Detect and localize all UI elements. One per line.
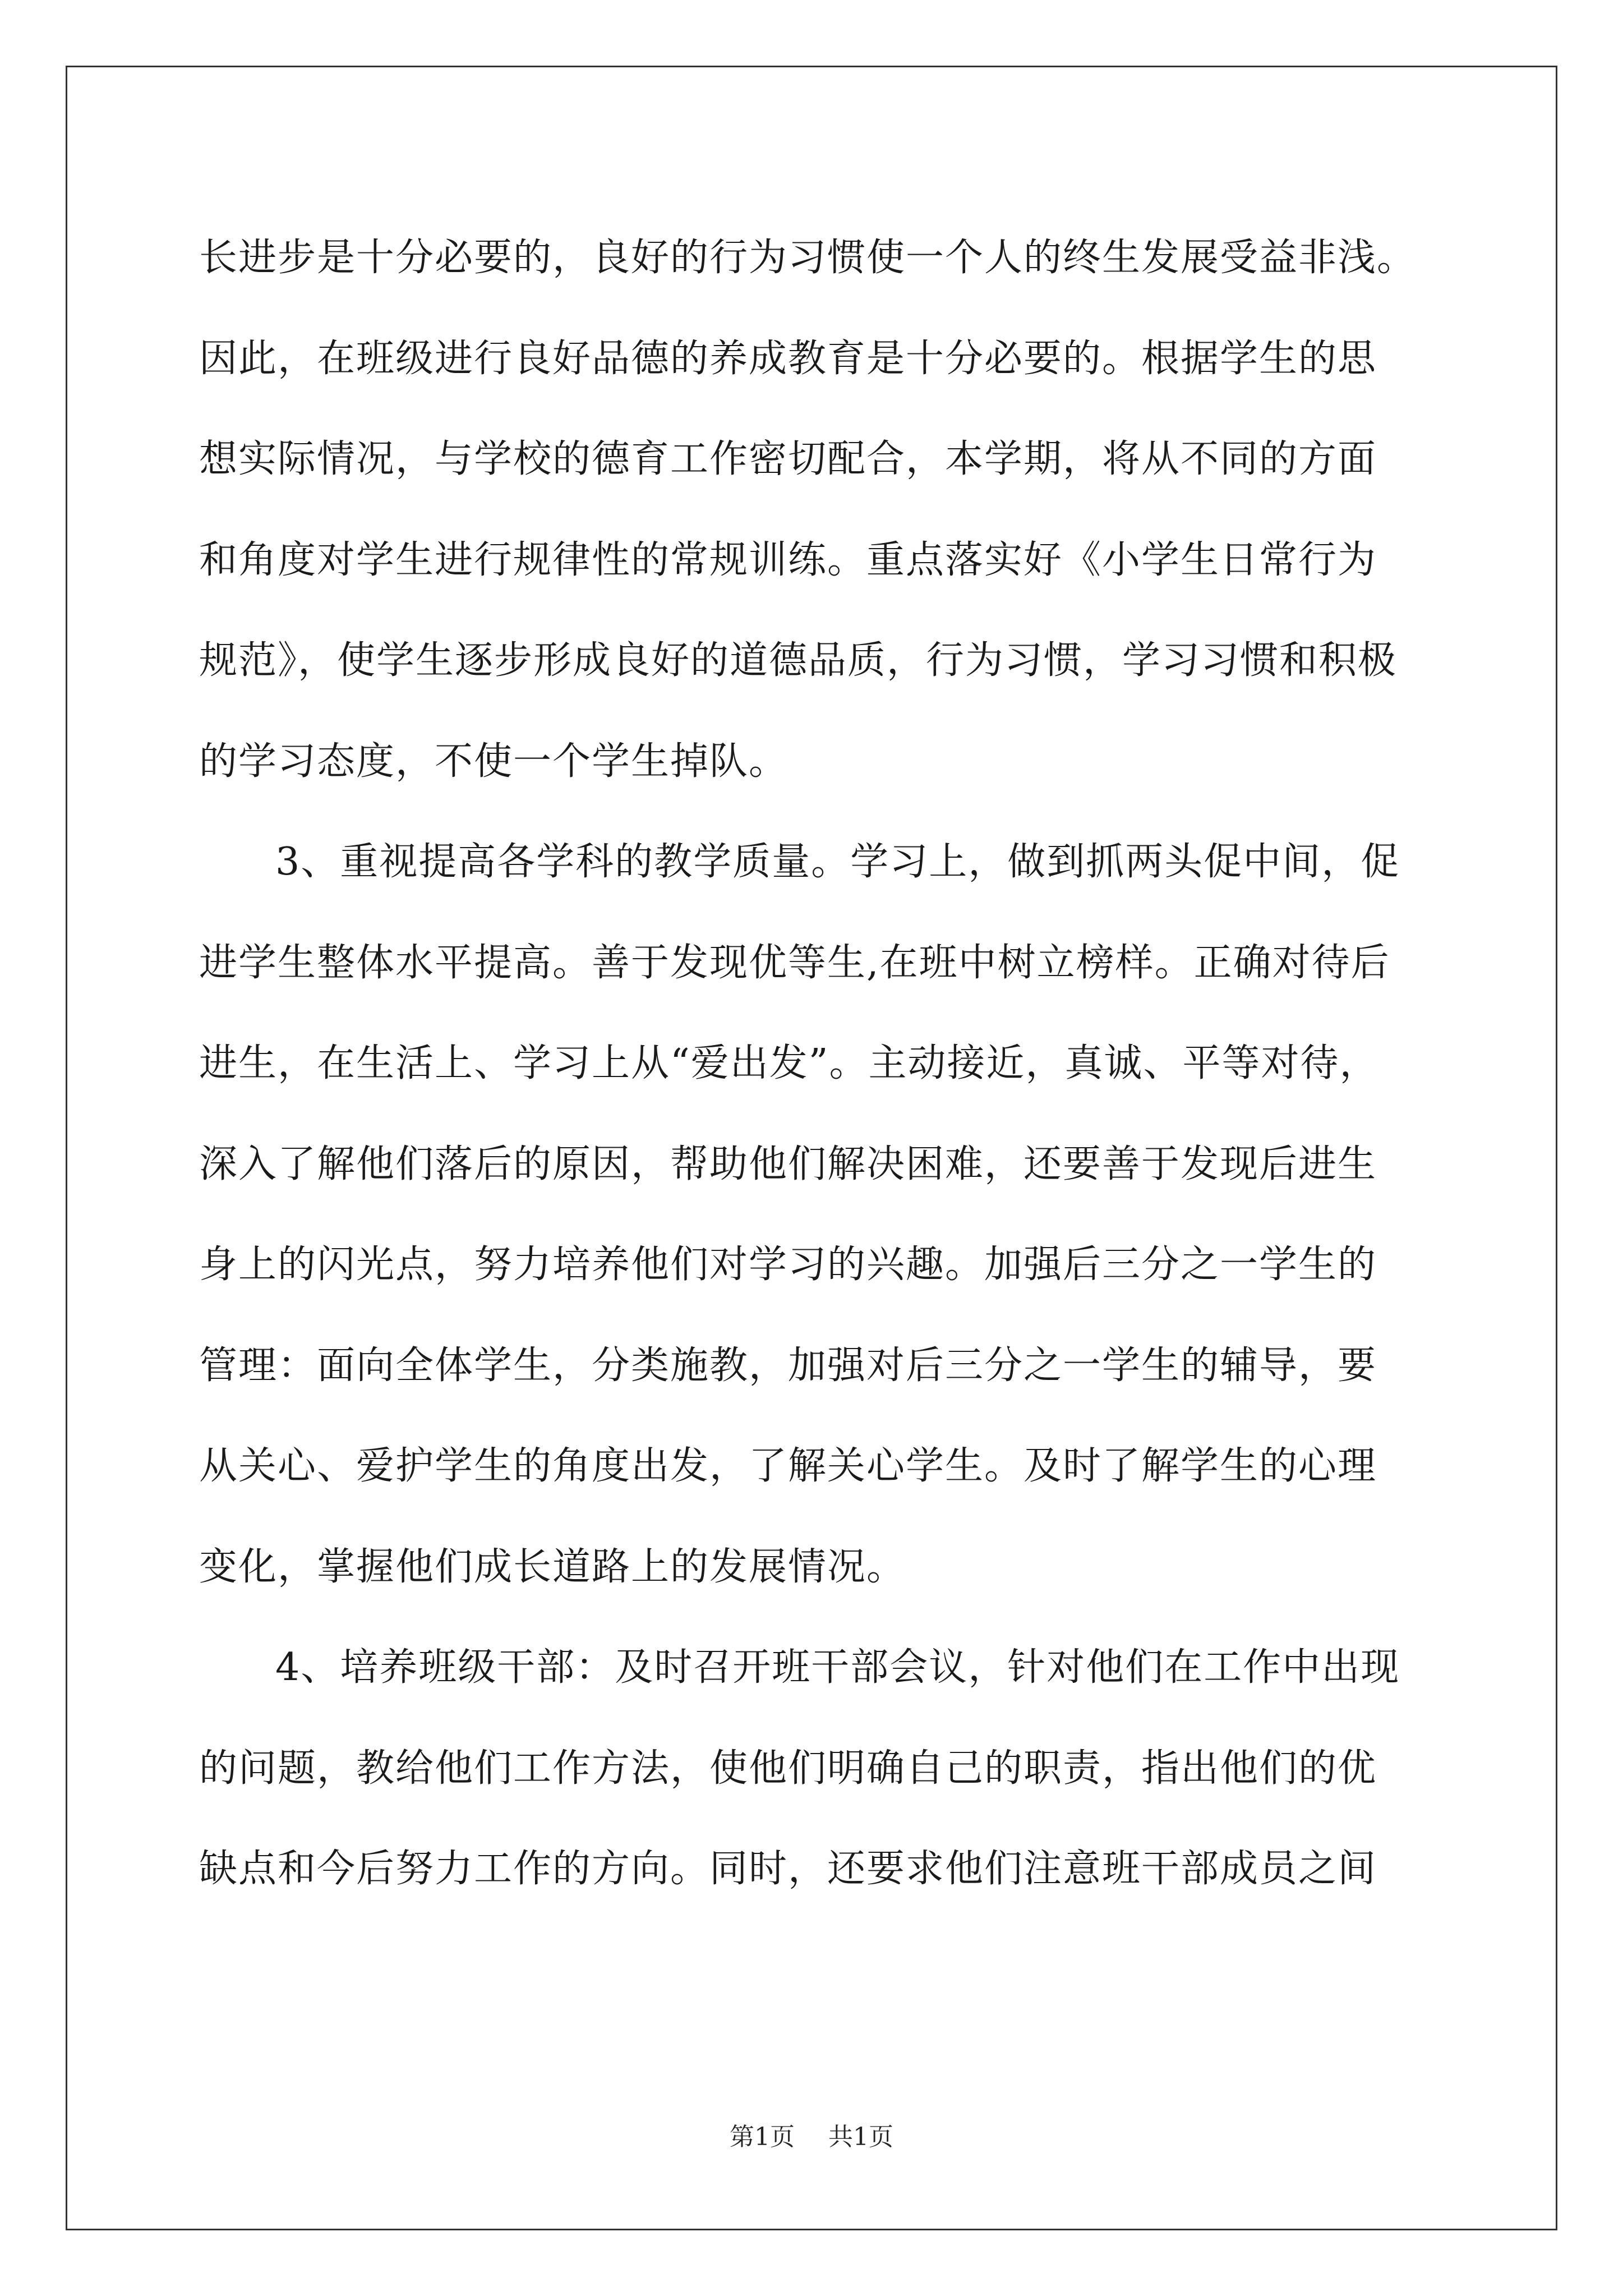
text-line: 深入了解他们落后的原因，帮助他们解决困难，还要善于发现后进生: [199, 1142, 1377, 1186]
text-line: 从关心、爱护学生的角度出发，了解关心学生。及时了解学生的心理: [199, 1444, 1377, 1488]
text-line: 想实际情况，与学校的德育工作密切配合，本学期，将从不同的方面: [199, 437, 1377, 481]
text-line: 身上的闪光点，努力培养他们对学习的兴趣。加强后三分之一学生的: [199, 1243, 1377, 1287]
document-body: [199, 208, 1427, 1920]
text-line: 3、重视提高各学科的教学质量。学习上，做到抓两头促中间，促: [275, 840, 1400, 884]
text-line: 进生，在生活上、学习上从“爱出发”。主动接近，真诚、平等对待，: [199, 1041, 1379, 1085]
text-line: 进学生整体水平提高。善于发现优等生,在班中树立榜样。正确对待后: [199, 940, 1390, 985]
text-line: 长进步是十分必要的，良好的行为习惯使一个人的终生发展受益非浅。: [199, 236, 1417, 280]
text-line: 变化，掌握他们成长道路上的发展情况。: [199, 1544, 906, 1589]
text-line: 管理：面向全体学生，分类施教，加强对后三分之一学生的辅导，要: [199, 1343, 1377, 1388]
text-line: 和角度对学生进行规律性的常规训练。重点落实好《小学生日常行为: [199, 537, 1377, 582]
text-line: 的问题，教给他们工作方法，使他们明确自己的职责，指出他们的优: [199, 1746, 1377, 1791]
page-total: 共1页: [828, 2123, 893, 2151]
text-line: 4、培养班级干部：及时召开班干部会议，针对他们在工作中出现: [275, 1645, 1400, 1690]
text-line: 缺点和今后努力工作的方向。同时，还要求他们注意班干部成员之间: [199, 1847, 1377, 1891]
page-footer: [0, 2120, 1623, 2154]
page-number: 第1页: [730, 2123, 795, 2151]
text-line: 因此，在班级进行良好品德的养成教育是十分必要的。根据学生的思: [199, 336, 1377, 381]
text-line: 规范》，使学生逐步形成良好的道德品质，行为习惯，学习习惯和积极: [199, 638, 1398, 683]
text-line: 的学习态度，不使一个学生掉队。: [199, 739, 789, 784]
